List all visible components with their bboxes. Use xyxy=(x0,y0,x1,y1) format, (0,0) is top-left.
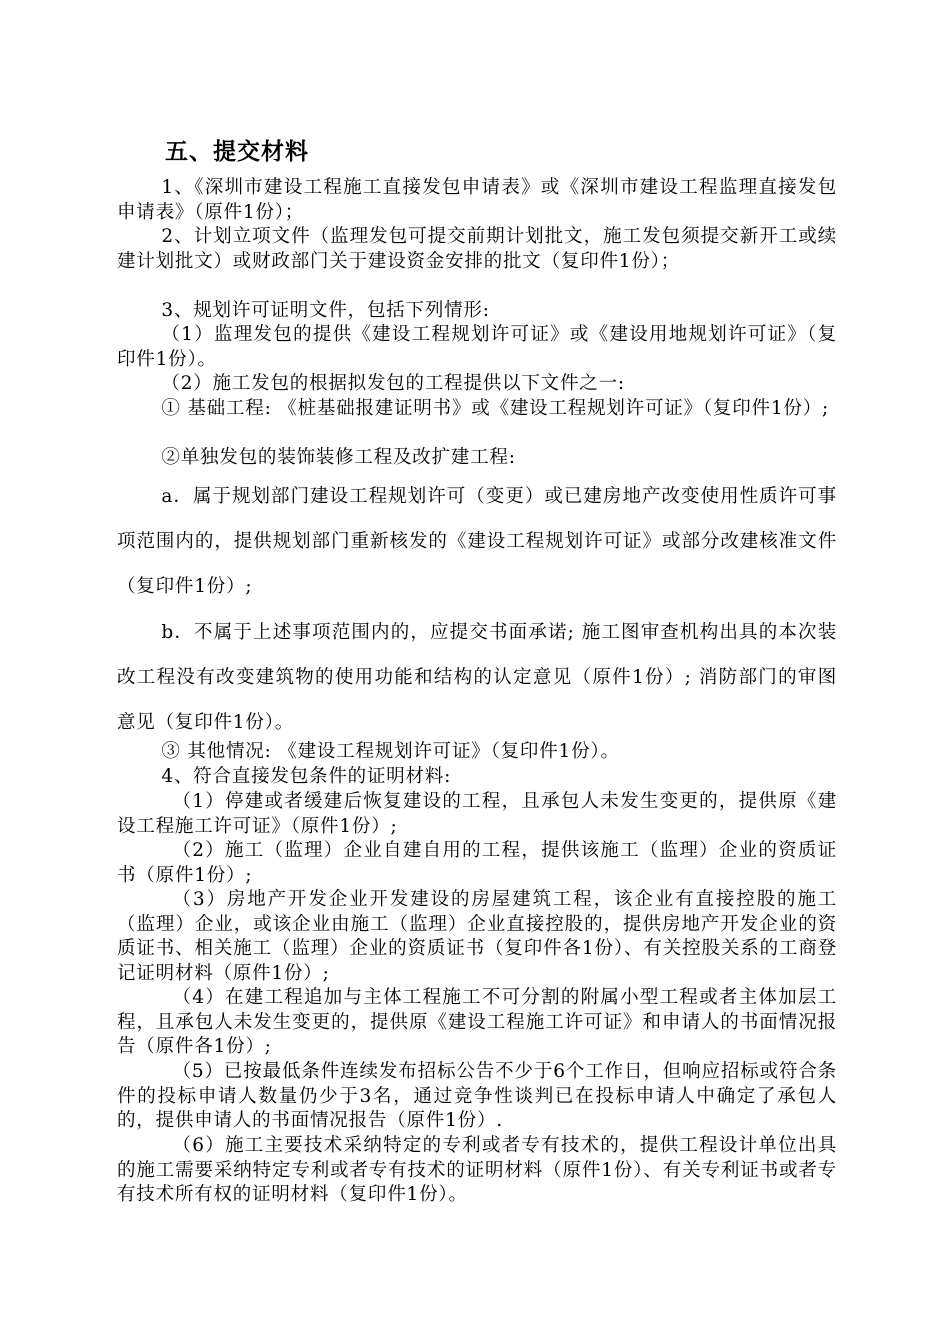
paragraph-4-5: （5）已按最低条件连续发布招标公告不少于6个工作日，但响应招标或符合条件的投标申请人数量仍少于3名，通过竞争性谈判已在投标申请人中确定了承包人的，提供申请人的书面情况报告（原件1份）. xyxy=(117,1061,837,1131)
paragraph-3-2-b-b: b．不属于上述事项范围内的，应提交书面承诺; 施工图审查机构出具的本次装改工程没有改变建筑物的使用功能和结构的认定意见（原件1份）; 消防部门的审图意见（复印件1份）。 xyxy=(117,622,837,733)
paragraph-item-2: 2、计划立项文件（监理发包可提交前期计划批文，施工发包须提交新开工或续建计划批文）或财政部门关于建设资金安排的批文（复印件1份）； xyxy=(117,226,837,272)
paragraph-3-1: （1）监理发包的提供《建设工程规划许可证》或《建设用地规划许可证》（复印件1份）。 xyxy=(117,324,837,370)
paragraph-3-2: （2）施工发包的根据拟发包的工程提供以下文件之一: xyxy=(161,373,625,394)
paragraph-3-2-b-a: a．属于规划部门建设工程规划许可（变更）或已建房地产改变使用性质许可事项范围内的，提供规划部门重新核发的《建设工程规划许可证》或部分改建核准文件（复印件1份）; xyxy=(117,486,837,597)
paragraph-3-2-a: ① 基础工程: 《桩基础报建证明书》或《建设工程规划许可证》（复印件1份）; xyxy=(161,398,830,419)
section-title: 五、提交材料 xyxy=(165,139,309,165)
paragraph-item-3: 3、规划许可证明文件，包括下列情形: xyxy=(161,300,490,321)
paragraph-4-3: （3）房地产开发企业开发建设的房屋建筑工程，该企业有直接控股的施工（监理）企业，或该企业由施工（监理）企业直接控股的，提供房地产开发企业的资质证书、相关施工（监理）企业的资质证书（复印件各1份）、有关控股关系的工商登记证明材料（原件1份）; xyxy=(117,889,837,984)
paragraph-4-2: （2）施工（监理）企业自建自用的工程，提供该施工（监理）企业的资质证书（原件1份）; xyxy=(117,840,837,886)
paragraph-4-4: （4）在建工程追加与主体工程施工不可分割的附属小型工程或者主体加层工程，且承包人未发生变更的，提供原《建设工程施工许可证》和申请人的书面情况报告（原件各1份）; xyxy=(117,987,837,1057)
paragraph-item-4: 4、符合直接发包条件的证明材料: xyxy=(161,766,452,787)
paragraph-4-6: （6）施工主要技术采纳特定的专利或者专有技术的，提供工程设计单位出具的施工需要采纳特定专利或者专有技术的证明材料（原件1份）、有关专利证书或者专有技术所有权的证明材料（复印件1份）。 xyxy=(117,1135,837,1205)
paragraph-4-1: （1）停建或者缓建后恢复建设的工程，且承包人未发生变更的，提供原《建设工程施工许可证》（原件1份）; xyxy=(117,791,837,837)
paragraph-3-2-c: ③ 其他情况: 《建设工程规划许可证》（复印件1份）。 xyxy=(161,741,620,762)
paragraph-item-1: 1、《深圳市建设工程施工直接发包申请表》或《深圳市建设工程监理直接发包申请表》（原件1份）； xyxy=(117,177,837,223)
paragraph-3-2-b: ②单独发包的装饰装修工程及改扩建工程: xyxy=(161,447,516,468)
